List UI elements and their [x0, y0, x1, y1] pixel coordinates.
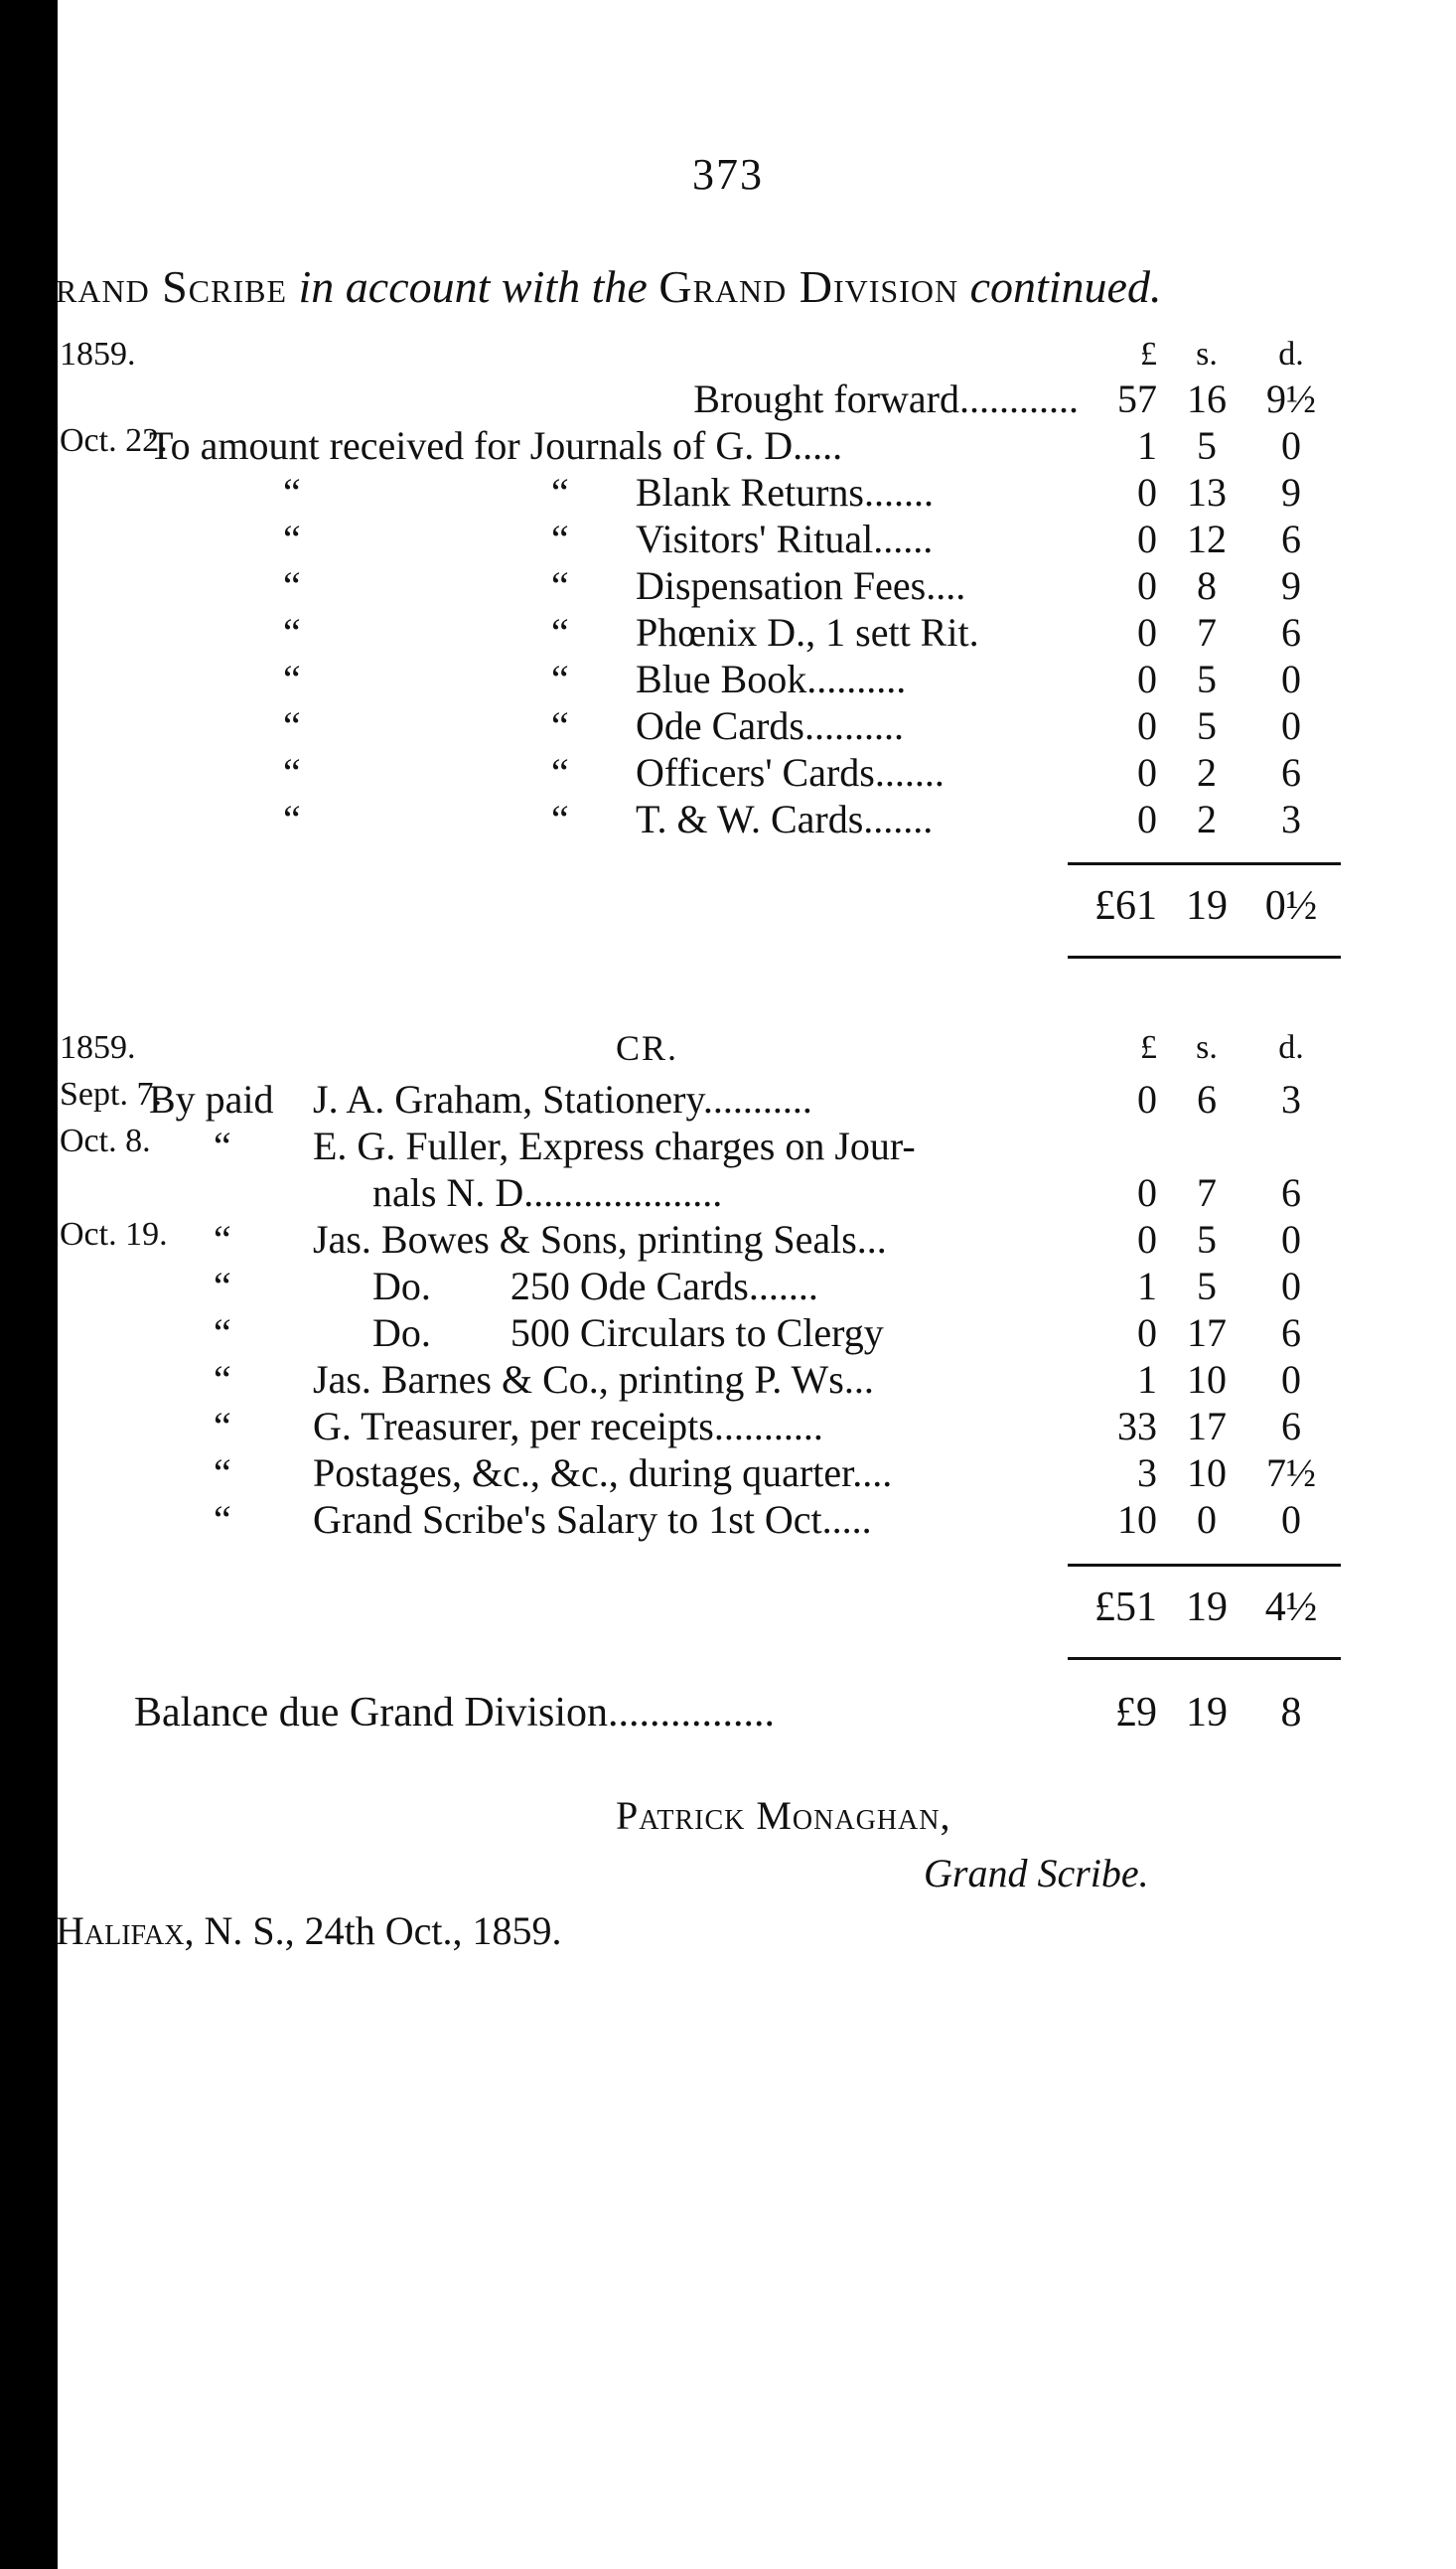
heading-part-3: Grand Division	[658, 261, 959, 312]
pounds-value: 0	[1137, 470, 1157, 515]
ditto-mark: “	[551, 657, 569, 701]
entry-label: Postages, &c., &c., during quarter....	[313, 1450, 893, 1495]
heading-part-1: rand Scribe	[56, 261, 287, 312]
pounds-value: 0	[1137, 610, 1157, 655]
pence-header: d.	[1278, 336, 1304, 373]
credit-entry-row	[0, 1496, 1456, 1544]
credit-year: 1859.	[60, 1029, 136, 1066]
pence-value: 9	[1281, 563, 1301, 608]
shillings-value: 5	[1197, 657, 1217, 701]
entry-label: Grand Scribe's Salary to 1st Oct.....	[313, 1497, 872, 1542]
ditto-mark: “	[283, 750, 301, 795]
entry-prefix: “	[214, 1404, 231, 1448]
ditto-mark: “	[283, 517, 301, 561]
pence-value: 6	[1281, 1404, 1301, 1448]
pence-value: 9½	[1266, 377, 1316, 421]
shillings-value: 16	[1187, 377, 1227, 421]
item-label: Blue Book..........	[636, 657, 907, 701]
entry-prefix: “	[214, 1264, 231, 1308]
pence-value: 0	[1281, 1497, 1301, 1542]
credit-heading: CR.	[616, 1028, 679, 1068]
ditto-mark: “	[551, 703, 569, 748]
entry-date: Sept. 7.	[60, 1076, 162, 1113]
shillings-value: 6	[1197, 1077, 1217, 1122]
pence-value: 6	[1281, 517, 1301, 561]
entry-date: Oct. 22.	[60, 422, 168, 459]
debit-item-row	[0, 656, 1456, 703]
entry-prefix: “	[214, 1497, 231, 1542]
entry-label: Jas. Barnes & Co., printing P. Ws...	[313, 1357, 874, 1402]
debit-item-row	[0, 796, 1456, 843]
debit-item-row	[0, 609, 1456, 657]
balance-pence: 8	[1280, 1690, 1302, 1736]
debit-item-row	[0, 469, 1456, 517]
pence-value: 0	[1281, 1264, 1301, 1308]
shillings-value: 5	[1197, 423, 1217, 468]
ditto-mark: “	[283, 703, 301, 748]
brought-forward-label: Brought forward............	[693, 377, 1079, 421]
debit-total-row	[0, 882, 1456, 930]
heading-part-2: in account with the	[298, 261, 648, 312]
debit-item-row	[0, 562, 1456, 610]
pence-value: 6	[1281, 750, 1301, 795]
credit-entry-row	[0, 1309, 1456, 1357]
item-label: Dispensation Fees....	[636, 563, 966, 608]
shillings-value: 0	[1197, 1497, 1217, 1542]
pence-value: 3	[1281, 1077, 1301, 1122]
item-label: Officers' Cards.......	[636, 750, 945, 795]
page-heading	[56, 260, 1347, 313]
pounds-value: 1	[1137, 1264, 1157, 1308]
total-pence: 0½	[1264, 883, 1318, 929]
pence-value: 0	[1281, 703, 1301, 748]
item-label: Blank Returns.......	[636, 470, 934, 515]
shillings-header: s.	[1196, 336, 1218, 373]
ditto-mark: “	[551, 470, 569, 515]
pence-value: 0	[1281, 423, 1301, 468]
entry-label: E. G. Fuller, Express charges on Jour-	[313, 1124, 916, 1168]
total-rule-bottom	[1068, 956, 1341, 959]
pounds-header: £	[1140, 1029, 1157, 1066]
pence-value: 3	[1281, 797, 1301, 841]
balance-shillings: 19	[1186, 1690, 1228, 1736]
pence-value: 6	[1281, 610, 1301, 655]
pounds-value: 0	[1137, 1170, 1157, 1215]
entry-label: Do. 250 Ode Cards.......	[372, 1264, 818, 1308]
balance-pounds: £9	[1115, 1690, 1157, 1736]
credit-total-row	[0, 1584, 1456, 1631]
pence-value: 6	[1281, 1170, 1301, 1215]
debit-item-row	[0, 749, 1456, 797]
credit-entry-row	[0, 1076, 1456, 1124]
pounds-value: 0	[1137, 797, 1157, 841]
brought-forward-row	[0, 376, 1456, 423]
pence-header: d.	[1278, 1029, 1304, 1066]
total-rule-bottom	[1068, 1657, 1341, 1660]
pence-value: 0	[1281, 1357, 1301, 1402]
item-label: Visitors' Ritual......	[636, 517, 934, 561]
pounds-value: 57	[1117, 377, 1157, 421]
ditto-mark: “	[283, 470, 301, 515]
place-name: Halifax,	[56, 1908, 195, 1953]
pounds-value: 0	[1137, 517, 1157, 561]
entry-label: nals N. D....................	[372, 1170, 723, 1215]
shillings-value: 10	[1187, 1357, 1227, 1402]
total-shillings: 19	[1186, 883, 1228, 929]
ditto-mark: “	[551, 517, 569, 561]
pounds-value: 0	[1137, 1077, 1157, 1122]
pounds-value: 3	[1137, 1450, 1157, 1495]
ditto-mark: “	[551, 610, 569, 655]
ditto-mark: “	[551, 563, 569, 608]
pounds-value: 0	[1137, 1217, 1157, 1262]
ditto-mark: “	[551, 797, 569, 841]
credit-header-row	[0, 1029, 1456, 1077]
shillings-value: 5	[1197, 1217, 1217, 1262]
entry-label: Jas. Bowes & Sons, printing Seals...	[313, 1217, 887, 1262]
shillings-value: 2	[1197, 797, 1217, 841]
shillings-value: 5	[1197, 1264, 1217, 1308]
debit-year: 1859.	[60, 336, 136, 373]
pence-value: 6	[1281, 1310, 1301, 1355]
total-shillings: 19	[1186, 1585, 1228, 1630]
total-pounds: £61	[1094, 883, 1157, 929]
place-date	[56, 1907, 561, 1954]
pence-value: 9	[1281, 470, 1301, 515]
heading-part-4: continued.	[969, 261, 1162, 312]
credit-entry-row	[0, 1449, 1456, 1497]
pence-value: 7½	[1266, 1450, 1316, 1495]
credit-entry-row	[0, 1216, 1456, 1264]
entry-prefix: “	[214, 1357, 231, 1402]
shillings-value: 5	[1197, 703, 1217, 748]
item-label: Ode Cards..........	[636, 703, 904, 748]
entry-label: To amount received for Journals of G. D.....	[149, 423, 843, 468]
entry-label: Do. 500 Circulars to Clergy	[372, 1310, 884, 1355]
shillings-value: 7	[1197, 610, 1217, 655]
pounds-value: 33	[1117, 1404, 1157, 1448]
pounds-value: 0	[1137, 1310, 1157, 1355]
shillings-value: 17	[1187, 1404, 1227, 1448]
ditto-mark: “	[283, 610, 301, 655]
shillings-value: 10	[1187, 1450, 1227, 1495]
date-text: N. S., 24th Oct., 1859.	[204, 1908, 562, 1953]
shillings-value: 2	[1197, 750, 1217, 795]
pounds-value: 1	[1137, 1357, 1157, 1402]
shillings-value: 8	[1197, 563, 1217, 608]
debit-first-entry-row	[0, 422, 1456, 470]
credit-entry-row	[0, 1263, 1456, 1310]
entry-prefix: “	[214, 1124, 231, 1168]
shillings-value: 7	[1197, 1170, 1217, 1215]
ditto-mark: “	[283, 563, 301, 608]
entry-label: J. A. Graham, Stationery...........	[313, 1077, 812, 1122]
shillings-value: 13	[1187, 470, 1227, 515]
entry-prefix: “	[214, 1450, 231, 1495]
ditto-mark: “	[283, 657, 301, 701]
balance-label: Balance due Grand Division................	[134, 1690, 776, 1736]
pence-value: 0	[1281, 657, 1301, 701]
shillings-value: 12	[1187, 517, 1227, 561]
shillings-header: s.	[1196, 1029, 1218, 1066]
entry-prefix: By paid	[149, 1077, 274, 1122]
credit-entry-row	[0, 1403, 1456, 1450]
item-label: T. & W. Cards.......	[636, 797, 934, 841]
total-pounds: £51	[1094, 1585, 1157, 1630]
credit-entry-row	[0, 1123, 1456, 1170]
pence-value: 0	[1281, 1217, 1301, 1262]
page-number: 373	[692, 150, 764, 199]
entry-label: G. Treasurer, per receipts...........	[313, 1404, 823, 1448]
shillings-value: 17	[1187, 1310, 1227, 1355]
ditto-mark: “	[551, 750, 569, 795]
credit-entry-row	[0, 1356, 1456, 1404]
total-pence: 4½	[1264, 1585, 1318, 1630]
signature-title: Grand Scribe.	[924, 1851, 1149, 1895]
pounds-value: 0	[1137, 703, 1157, 748]
total-rule-top	[1068, 1564, 1341, 1567]
pounds-value: 0	[1137, 657, 1157, 701]
total-rule-top	[1068, 862, 1341, 865]
ditto-mark: “	[283, 797, 301, 841]
signature-name: Patrick Monaghan,	[616, 1793, 951, 1838]
credit-entry-row	[0, 1169, 1456, 1217]
entry-prefix: “	[214, 1217, 231, 1262]
entry-date: Oct. 19.	[60, 1216, 168, 1253]
debit-item-row	[0, 516, 1456, 563]
pounds-value: 0	[1137, 563, 1157, 608]
pounds-value: 0	[1137, 750, 1157, 795]
pounds-value: 1	[1137, 423, 1157, 468]
item-label: Phœnix D., 1 sett Rit.	[636, 610, 979, 655]
pounds-value: 10	[1117, 1497, 1157, 1542]
entry-date: Oct. 8.	[60, 1123, 151, 1159]
debit-item-row	[0, 702, 1456, 750]
entry-prefix: “	[214, 1310, 231, 1355]
pounds-header: £	[1140, 336, 1157, 373]
